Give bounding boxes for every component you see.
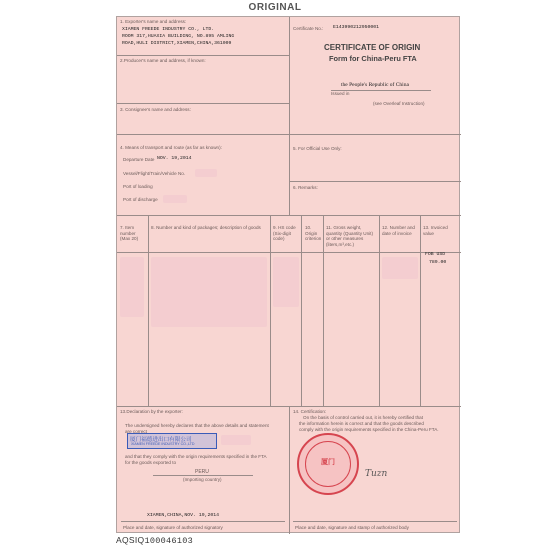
certifier-signature: Tuzn [365,469,388,479]
redacted-description [151,257,267,327]
importing-country-value: PERU [195,469,209,475]
departure-value: NOV. 19,2014 [157,156,192,161]
declaration-text: for the goods exported to [125,460,177,465]
exporter-sign-line [121,521,285,522]
box6-label: 6. Remarks: [293,185,318,190]
stamp-english: XIAMEN FREEDE INDUSTRY CO.,LTD [131,442,195,446]
exporter-line: ROOM 317,HUAXIA BUILDING, NO.895 AMLING [122,33,235,39]
col-line-9 [301,215,302,406]
redacted-item [120,257,144,317]
country-underline [153,475,253,476]
box13-label: 13.Declaration by the exporter: [120,409,183,414]
divider-box4 [117,215,461,216]
center-divider-bottom [289,406,290,534]
redacted-discharge [163,195,187,203]
aqsiq-serial [116,535,193,546]
invoiced-value: 789.00 [429,260,447,265]
center-divider-mid [289,134,290,215]
box3-label: 3. Consignee's name and address: [120,107,191,112]
redacted-hs-code [273,257,299,307]
col-line-8 [270,215,271,406]
certificate-subtitle: Form for China-Peru FTA [329,54,417,63]
exporter-place-date: XIAMEN,CHINA,NOV. 19,2014 [147,513,219,518]
document-title: ORIGINAL [248,2,302,13]
box4-label: 4. Means of transport and route (as far as known): [120,145,222,150]
certifier-sign-label: Place and date, signature and stamp of authorized body [295,525,409,530]
col-header-invoice: 12. Number and date of invoice [382,225,415,236]
col-header-origin: 10. Origin criterion [305,225,322,242]
redacted-vessel [195,169,217,177]
importing-country-label: (Importing country) [183,477,222,482]
box5-label: 5. For Official Use Only: [293,146,342,151]
exporter-line: XIAMEN FREEDE INDUSTRY CO., LTD. [122,27,215,32]
exporter-stamp [127,433,217,449]
certificate-sheet [116,16,460,533]
exporter-line: ROAD,HULI DISTRICT,XIAMEN,CHINA,361009 [122,40,232,46]
divider-box2 [117,103,289,104]
col-header-hs-code: 9. HS code (Six-digit code) [273,225,296,242]
col-line-12 [420,215,421,406]
col-header-weight: 11. Gross weight, quantity (Quantity Unit) or other measures (liters,m³,etc.) [326,225,373,248]
serial-prefix: AQSIQ [116,535,145,545]
col-line-10 [323,215,324,406]
departure-label: Departure Date [123,157,155,162]
declaration-text: are correct [125,429,147,434]
divider-box1 [117,55,289,56]
box14-label: 14. Certification: [293,409,327,414]
box2-label: 2.Producer's name and address, if known: [120,58,206,63]
redacted-invoice [382,257,418,279]
center-divider-top [289,17,290,134]
issued-in-label: Issued in [331,91,350,96]
overleaf-note: (see Overleaf Instruction) [373,101,425,106]
certifier-sign-line [293,521,457,522]
vessel-label: Vessel/Flight/Train/Vehicle No. [123,171,186,176]
issued-in-value: the People's Republic of China [341,82,409,88]
certification-text: comply with the origin requirements specified in the China-Peru FTA. [299,427,439,432]
divider-columns-header [117,252,461,253]
certification-text: the information herein is correct and that the goods described [299,421,424,426]
seal-center-text: 厦门 [321,459,335,466]
certificate-title: CERTIFICATE OF ORIGIN [324,43,421,52]
col-line-11 [379,215,380,406]
certificate-no-label: Certificate No.: [293,26,324,31]
exporter-address [122,27,234,48]
loading-label: Port of loading [123,184,153,189]
official-seal [297,433,359,495]
col-header-item: 7. Item number (Max 20) [120,225,139,242]
fob-label: FOB USD [425,252,446,257]
stamp-chinese: 厦门福德进出口有限公司 [130,437,192,443]
declaration-text: and that they comply with the origin requirements specified in the FTA [125,454,267,459]
divider-box5 [289,181,461,182]
col-header-description: 8. Number and kind of packages; description of goods [151,225,261,230]
certificate-no-value: E143990212950001 [333,25,380,30]
col-header-value: 13. Invoiced value [423,225,448,236]
exporter-sign-label: Place and date, signature of authorized signatory [123,525,223,530]
box1-label: 1. Exporter's name and address: [120,19,187,24]
declaration-text: The undersigned hereby declares that the above details and statement [125,423,269,428]
redacted-signature [221,435,251,445]
col-line-7 [148,215,149,406]
certification-text: On the basis of control carried out, it is hereby certified that [303,415,424,420]
serial-number: 100046103 [144,536,194,546]
discharge-label: Port of discharge [123,197,158,202]
